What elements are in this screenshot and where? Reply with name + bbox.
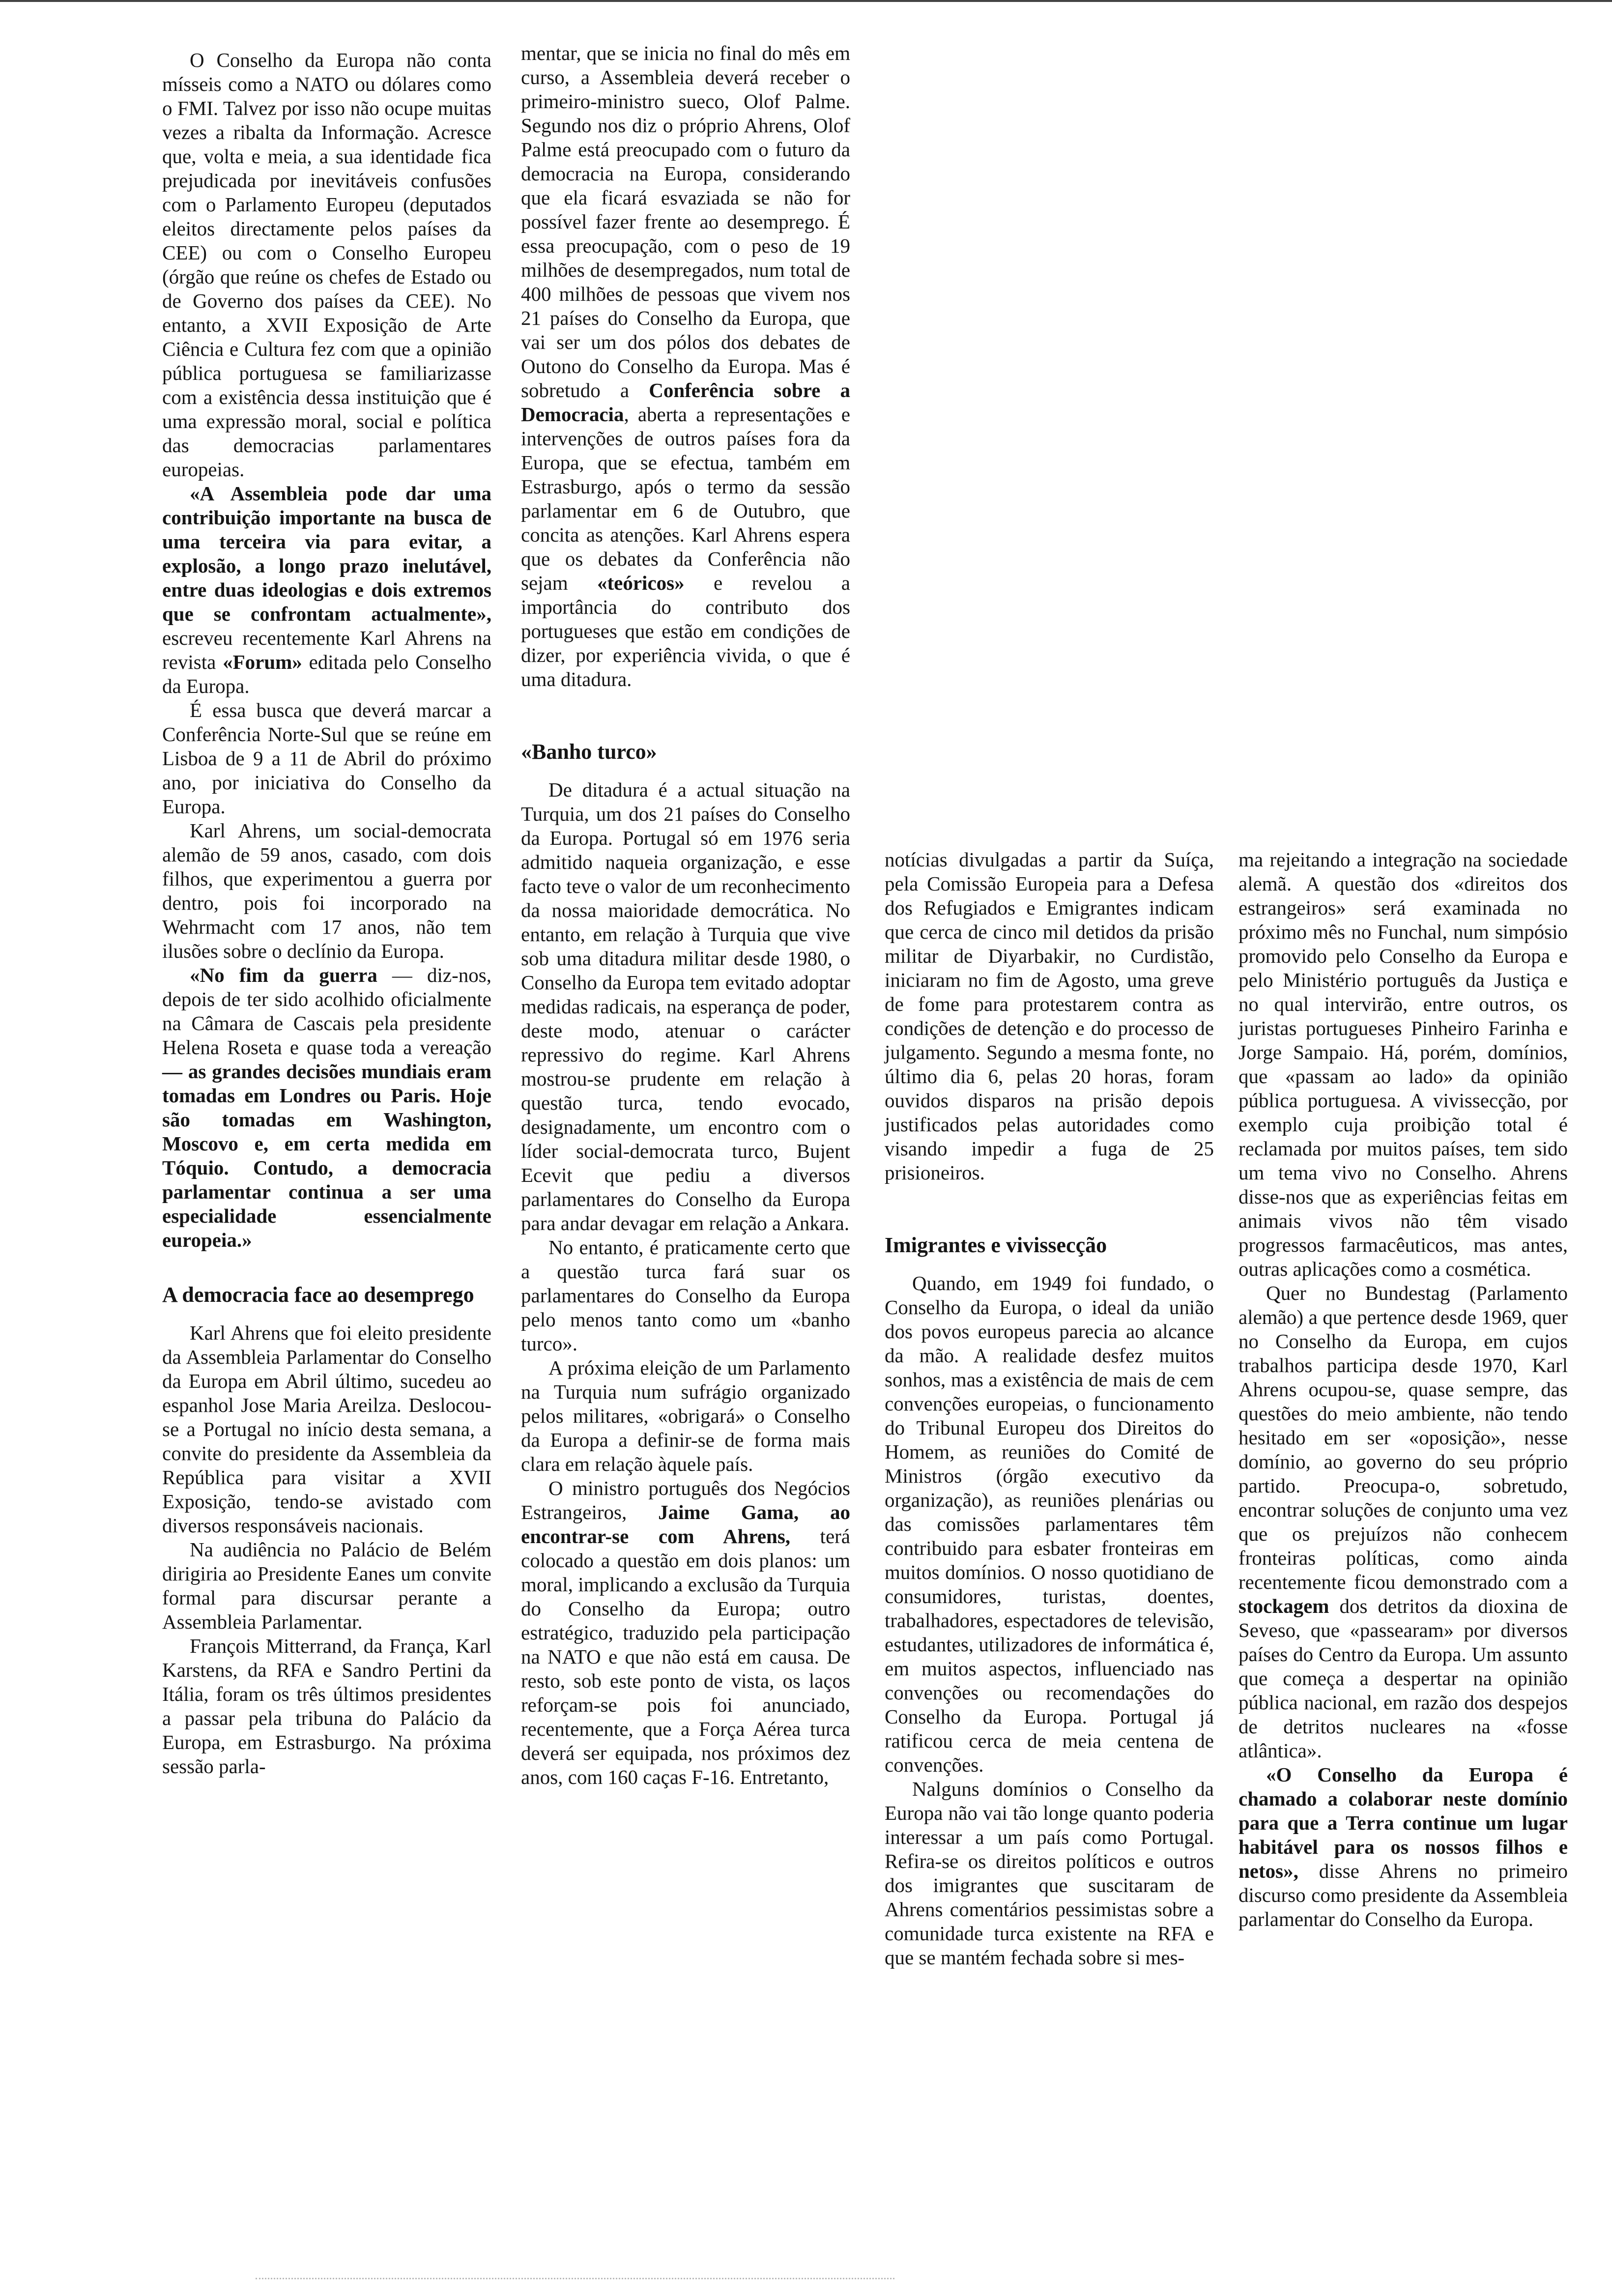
quote-paragraph: «No fim da guerra — diz-nos, depois de ter sido acolhido oficialmente na Câmara de Cascais pela presidente Helena Roseta e quase toda a vereação — as grandes decisões mundiais eram tomadas em Londres ou Paris. Hoje são tomadas em Washington, Moscovo e, em certa medida em Tóquio. Contudo, a democracia parlamentar continua a ser uma especialidade essencialmente europeia.»	[162, 964, 491, 1251]
paragraph: O ministro português dos Negócios Estrangeiros, Jaime Gama, ao encontrar-se com Ahrens, terá colocado a questão em dois planos: um moral, implicando a exclusão da Turquia do Conselho da Europa; outro estratégico, traduzido pela participação na NATO e que não está em causa. De resto, sob este ponto de vista, os laços reforçam-se pois foi anunciado, recentemente, que a Força Aérea turca deverá ser equipada, nos próximos dez anos, com 160 caças F-16. Entretanto,	[521, 1477, 850, 1788]
page-top-rule	[0, 0, 1612, 2]
section-heading: «Banho turco»	[521, 740, 657, 764]
forum-magazine: «Forum»	[223, 651, 302, 673]
paragraph: O Conselho da Europa não conta mísseis como a NATO ou dólares como o FMI. Talvez por isso não ocupe muitas vezes a ribalta da Informação. Acresce que, volta e meia, a sua identidade fica prejudicada por inevitáveis confusões com o Parlamento Europeu (deputados eleitos directamente pelos países da CEE) ou com o Conselho Europeu (órgão que reúne os chefes de Estado ou de Governo dos países da CEE). No entanto, a XVII Exposição de Arte Ciência e Cultura fez com que a opinião pública portuguesa se familiarizasse com a existência dessa instituição que é uma expressão moral, social e política das democracias parlamentares europeias.	[162, 49, 491, 481]
paragraph: É essa busca que deverá marcar a Conferência Norte-Sul que se reúne em Lisboa de 9 a 11 de Abril do próximo ano, por iniciativa do Conselho da Europa.	[162, 699, 491, 818]
paragraph: Nalguns domínios o Conselho da Europa não vai tão longe quanto poderia interessar a um país como Portugal. Refira-se os direitos políticos e outros dos imigrantes que suscitaram de Ahrens comentários pessimistas sobre a comunidade turca existente na RFA e que se mantém fechada sobre si mes-	[885, 1778, 1214, 1969]
paragraph: ma rejeitando a integração na sociedade alemã. A questão dos «direitos dos estrangeiros» será examinada no próximo mês no Funchal, num simpósio promovido pelo Conselho da Europa e pelo Ministério português da Justiça e no qual intervirão, entre outros, os juristas portugueses Pinheiro Farinha e Jorge Sampaio. Há, porém, domínios, que «passam ao lado» da opinião pública portuguesa. A vivissecção, por exemplo cuja proibição total é reclamada por muitos países, tem sido um tema vivo no Conselho. Ahrens disse-nos que as experiências feitas em animais vivos não têm visado progressos farmacêuticos, mas antes, outras aplicações como a cosmética.	[1238, 848, 1568, 1280]
paragraph: De ditadura é a actual situação na Turquia, um dos 21 países do Conselho da Europa. Portugal só em 1976 seria admitido naqueia organização, e esse facto teve o valor de um reconhecimento da nossa maioridade democrática. No entanto, em relação à Turquia que vive sob uma ditadura militar desde 1980, o Conselho da Europa tem evitado adoptar medidas radicais, na esperança de poder, deste modo, atenuar o carácter repressivo do regime. Karl Ahrens mostrou-se prudente em relação à questão turca, tendo evocado, designadamente, um encontro com o líder social-democrata turco, Bujent Ecevit que pediu a diversos parlamentares do Conselho da Europa para andar devagar em relação a Ankara.	[521, 778, 850, 1234]
paragraph: No entanto, é praticamente certo que a questão turca fará suar os parlamentares do Conselho da Europa pelo menos tanto como um «banho turco».	[521, 1236, 850, 1355]
column-2	[521, 41, 850, 1789]
section-heading: Imigrantes e vivissecção	[885, 1233, 1107, 1257]
print-noise	[256, 2278, 894, 2282]
paragraph: A próxima eleição de um Parlamento na Turquia num sufrágio organizado pelos militares, «obrigará» o Conselho da Europa a definir-se de forma mais clara em relação àquele país.	[521, 1356, 850, 1475]
column-4	[1238, 848, 1568, 1931]
paragraph: Quando, em 1949 foi fundado, o Conselho da Europa, o ideal da união dos povos europeus parecia ao alcance da mão. A realidade desfez muitos sonhos, mas a existência de mais de cem convenções europeias, o funcionamento do Tribunal Europeu dos Direitos do Homem, as reuniões do Comité de Ministros (órgão executivo da organização), as reuniões plenárias ou das comissões parlamentares têm contribuido para esbater fronteiras em muitos domínios. O nosso quotidiano de consumidores, turistas, doentes, trabalhadores, espectadores de televisão, estudantes, utilizadores de informática é, em muitos aspectos, influenciado nas convenções ou recomendações do Conselho da Europa. Portugal já ratificou cerca de meia centena de convenções.	[885, 1272, 1214, 1776]
paragraph: François Mitterrand, da França, Karl Karstens, da RFA e Sandro Pertini da Itália, foram os três últimos presidentes a passar pela tribuna do Palácio da Europa, em Estrasburgo. Na próxima sessão parla-	[162, 1635, 491, 1778]
ahrens-quote: «A Assembleia pode dar uma contribuição importante na busca de uma terceira via para evitar, a explosão, a longo prazo inelutável, entre duas ideologias e dois extremos que se confrontam actualmente»,	[162, 482, 491, 625]
paragraph: Karl Ahrens que foi eleito presidente da Assembleia Parlamentar do Conselho da Europa em Abril último, sucedeu ao espanhol Jose Maria Areilza. Deslocou-se a Portugal no início desta semana, a convite do presidente da Assembleia da República para visitar a XVII Exposição, tendo-se avistado com diversos responsáveis nacionais.	[162, 1321, 491, 1537]
section-heading: A democracia face ao desemprego	[162, 1283, 474, 1307]
paragraph: mentar, que se inicia no final do mês em curso, a Assembleia deverá receber o primeiro-ministro sueco, Olof Palme. Segundo nos diz o próprio Ahrens, Olof Palme está preocupado com o futuro da democracia na Europa, considerando que ela ficará esvaziada se não for possível fazer frente ao desemprego. É essa preocupação, com o peso de 19 milhões de desempregados, num total de 400 milhões de pessoas que vivem nos 21 países do Conselho da Europa, que vai ser um dos pólos dos debates de Outono do Conselho da Europa. Mas é sobretudo a Conferência sobre a Democracia, aberta a representações e intervenções de outros países fora da Europa, que se efectua, também em Estrasburgo, após o termo da sessão parlamentar em 6 de Outubro, que concita as atenções. Karl Ahrens espera que os debates da Conferência não sejam «teóricos» e revelou a importância do contributo dos portugueses que estão em condições de dizer, por experiência vivida, o que é uma ditadura.	[521, 42, 850, 690]
paragraph: notícias divulgadas a partir da Suíça, pela Comissão Europeia para a Defesa dos Refugiados e Emigrantes indicam que cerca de cinco mil detidos da prisão militar de Diyarbakir, no Curdistão, iniciaram no fim de Agosto, uma greve de fome para protestarem contra as condições de detenção e do processo de julgamento. Segundo a mesma fonte, no último dia 6, pelas 20 horas, foram ouvidos disparos na prisão depois justificados pelas autoridades como visando impedir a fuga de 25 prisioneiros.	[885, 848, 1214, 1184]
column-1	[162, 48, 491, 1779]
paragraph: Na audiência no Palácio de Belém dirigiria ao Presidente Eanes um convite formal para discursar perante a Assembleia Parlamentar.	[162, 1538, 491, 1633]
ahrens-quote: «O Conselho da Europa é chamado a colaborar neste domínio para que a Terra continue um lugar habitável para os nossos filhos e netos»,	[1238, 1763, 1568, 1882]
paragraph: Karl Ahrens, um social-democrata alemão de 59 anos, casado, com dois filhos, que experimentou a guerra por dentro, pois foi incorporado na Wehrmacht com 17 anos, não tem ilusões sobre o declínio da Europa.	[162, 819, 491, 962]
quote-paragraph: «A Assembleia pode dar uma contribuição importante na busca de uma terceira via para evitar, a explosão, a longo prazo inelutável, entre duas ideologias e dois extremos que se confrontam actualmente», escreveu recentemente Karl Ahrens na revista «Forum» editada pelo Conselho da Europa.	[162, 482, 491, 697]
column-3	[885, 848, 1214, 1970]
paragraph: Quer no Bundestag (Parlamento alemão) a que pertence desde 1969, quer no Conselho da Europa, em cujos trabalhos participa desde 1970, Karl Ahrens ocupou-se, quase sempre, das questões do meio ambiente, não tendo hesitado em ser «oposição», nesse domínio, ao governo do seu próprio partido. Preocupa-o, sobretudo, encontrar soluções de conjunto uma vez que os prejuízos não conhecem fronteiras políticas, como ainda recentemente ficou demonstrado com a stockagem dos detritos da dioxina de Seveso, que «passearam» por diversos países do Centro da Europa. Um assunto que começa a despertar na opinião pública nacional, em razão dos despejos de detritos nucleares na «fosse atlântica».	[1238, 1282, 1568, 1762]
quote-paragraph: «O Conselho da Europa é chamado a colaborar neste domínio para que a Terra continue um lugar habitável para os nossos filhos e netos», disse Ahrens no primeiro discurso como presidente da Assembleia parlamentar do Conselho da Europa.	[1238, 1763, 1568, 1930]
conference-name: Conferência sobre a Democracia	[521, 379, 850, 426]
